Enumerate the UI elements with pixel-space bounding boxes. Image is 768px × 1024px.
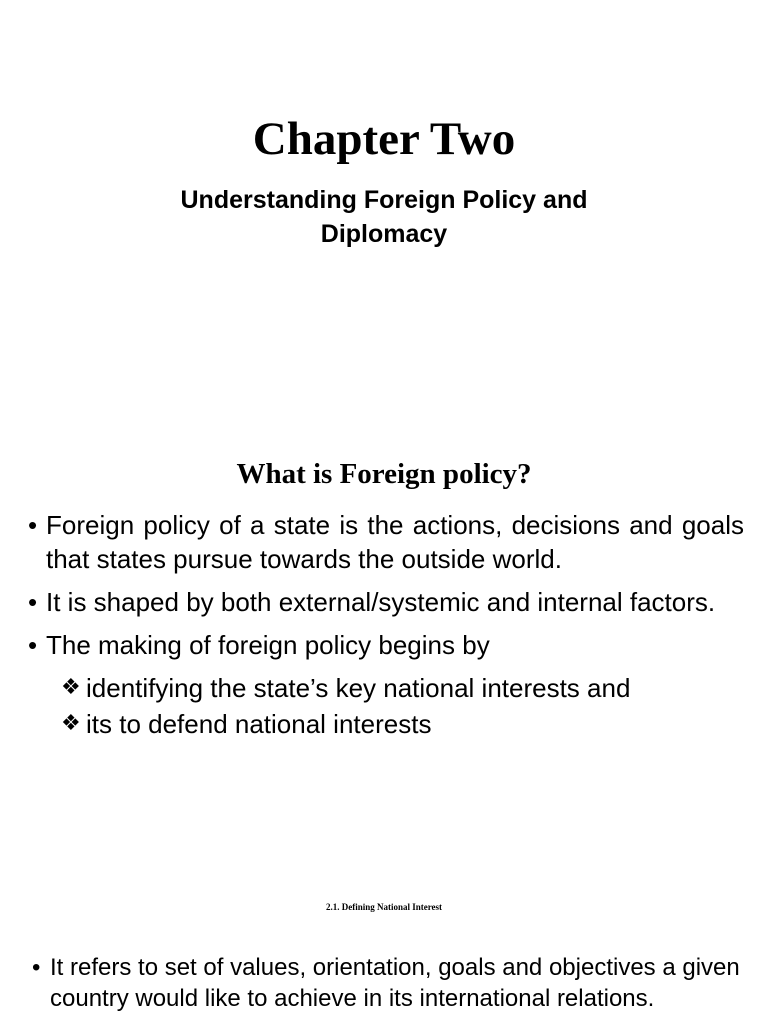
diamond-bullet-icon: ❖ bbox=[61, 675, 81, 700]
bullet-item bbox=[32, 952, 740, 1014]
bullet-item bbox=[28, 508, 744, 576]
sub-bullet-item bbox=[28, 671, 744, 705]
bullet-text: The making of foreign policy begins by bbox=[46, 630, 490, 660]
bullet-text: Foreign policy of a state is the actions, decisions and goals that states pursue towards the outside world. bbox=[46, 510, 744, 574]
bullet-item bbox=[28, 585, 744, 619]
diamond-bullet-icon: ❖ bbox=[61, 711, 81, 736]
bullet-icon: • bbox=[28, 630, 38, 660]
sub-bullet-item bbox=[28, 707, 744, 741]
bullet-text: It refers to set of values, orientation, goals and objectives a given country would like to achieve in its international relations. bbox=[50, 954, 740, 1012]
chapter-subtitle bbox=[140, 183, 628, 251]
section-title: What is Foreign policy? bbox=[236, 458, 532, 490]
chapter-title: Chapter Two bbox=[252, 113, 516, 165]
bullet-icon: • bbox=[32, 954, 41, 981]
bullet-list bbox=[28, 508, 744, 741]
bullet-text: It is shaped by both external/systemic and internal factors. bbox=[46, 587, 716, 617]
bullet-item bbox=[28, 628, 744, 662]
bullet-icon: • bbox=[28, 587, 38, 617]
sub-bullet-text: identifying the state’s key national interests and bbox=[86, 673, 631, 703]
bullet-icon: • bbox=[28, 510, 38, 540]
subtitle-line-2: Diplomacy bbox=[320, 220, 448, 248]
sub-bullet-text: its to defend national interests bbox=[86, 709, 432, 739]
bullet-list bbox=[32, 952, 740, 1023]
subtitle-line-1: Understanding Foreign Policy and bbox=[180, 186, 588, 214]
section-heading: 2.1. Defining National Interest bbox=[325, 902, 443, 912]
